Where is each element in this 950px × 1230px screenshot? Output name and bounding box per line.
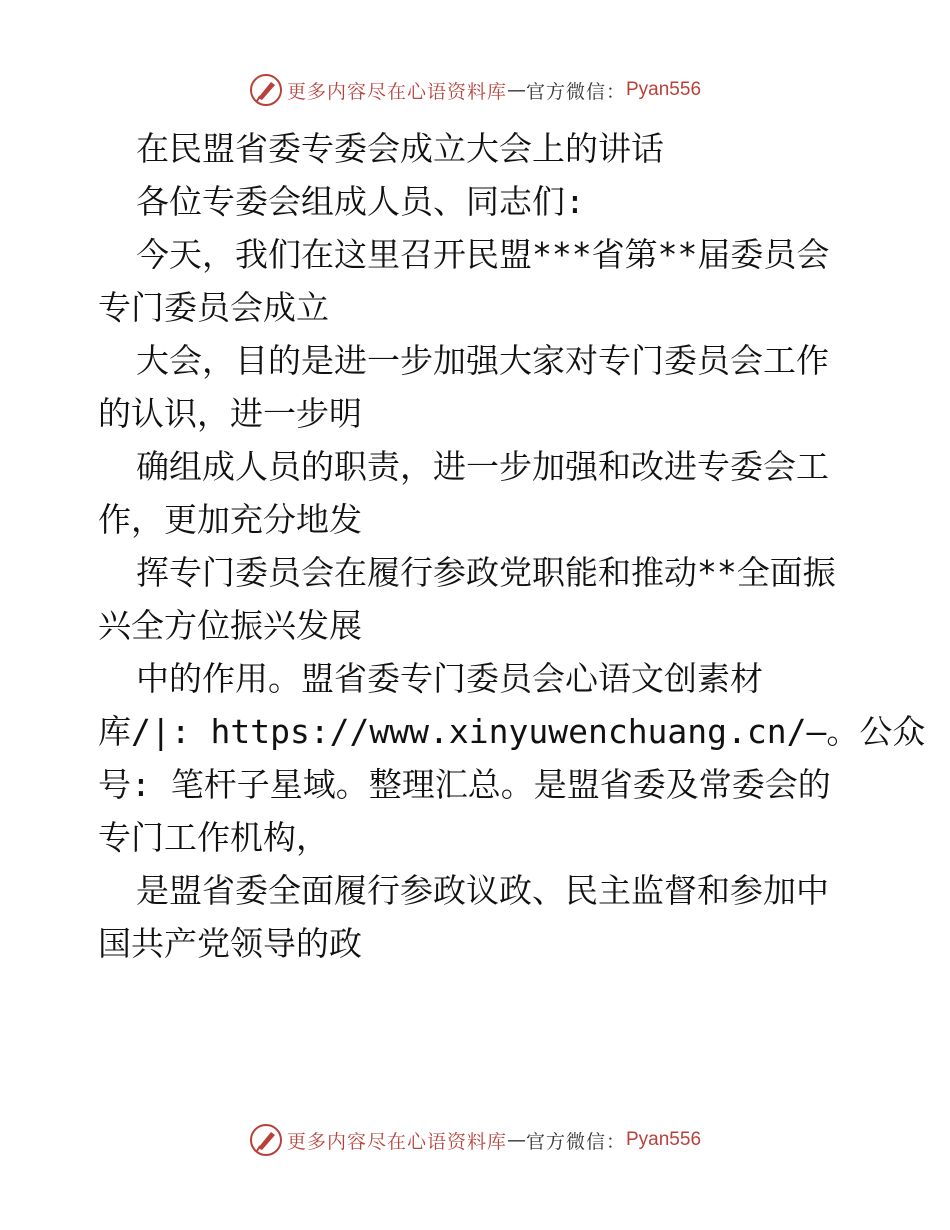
footer-watermark (0, 1122, 950, 1158)
body-line: 国共产党领导的政 (98, 924, 362, 963)
header-watermark (0, 72, 950, 108)
watermark-tagline: 更多内容尽在心语资料库 (286, 80, 507, 103)
body-line: 中的作用。盟省委专门委员会心语文创素材 (136, 659, 763, 698)
watermark-tagline: 更多内容尽在心语资料库 (286, 1130, 507, 1153)
watermark-handle: Pyan556 (626, 79, 702, 100)
body-line: 挥专门委员会在履行参政党职能和推动**全面振 (136, 553, 836, 592)
body-line: 专门工作机构， (98, 818, 329, 857)
body-line: 专门委员会成立 (98, 288, 329, 327)
watermark-contact-label: 官方微信： (525, 1130, 626, 1153)
watermark-handle: Pyan556 (626, 1129, 702, 1150)
body-line: 确组成人员的职责，进一步加强和改进专委会工 (136, 447, 829, 486)
body-line: 的认识，进一步明 (98, 394, 362, 433)
watermark-separator: — (506, 1129, 526, 1151)
watermark-contact-label: 官方微信： (525, 80, 626, 103)
body-line: 作，更加充分地发 (98, 500, 362, 539)
body-line: 今天，我们在这里召开民盟***省第**届委员会 (136, 235, 830, 274)
document-title: 在民盟省委专委会成立大会上的讲话 (136, 129, 664, 168)
quill-pen-logo-icon (249, 73, 283, 107)
body-line: 兴全方位振兴发展 (98, 606, 362, 645)
quill-pen-logo-icon (249, 1123, 283, 1157)
document-body (98, 122, 926, 970)
body-line: 库/|: https://www.xinyuwenchuang.cn/—。公众 (98, 712, 926, 751)
body-line: 号: 笔杆子星域。整理汇总。是盟省委及常委会的 (98, 765, 831, 804)
body-line: 大会，目的是进一步加强大家对专门委员会工作 (136, 341, 829, 380)
body-line: 是盟省委全面履行参政议政、民主监督和参加中 (136, 871, 829, 910)
watermark-separator: — (506, 79, 526, 101)
salutation: 各位专委会组成人员、同志们: (136, 182, 585, 221)
